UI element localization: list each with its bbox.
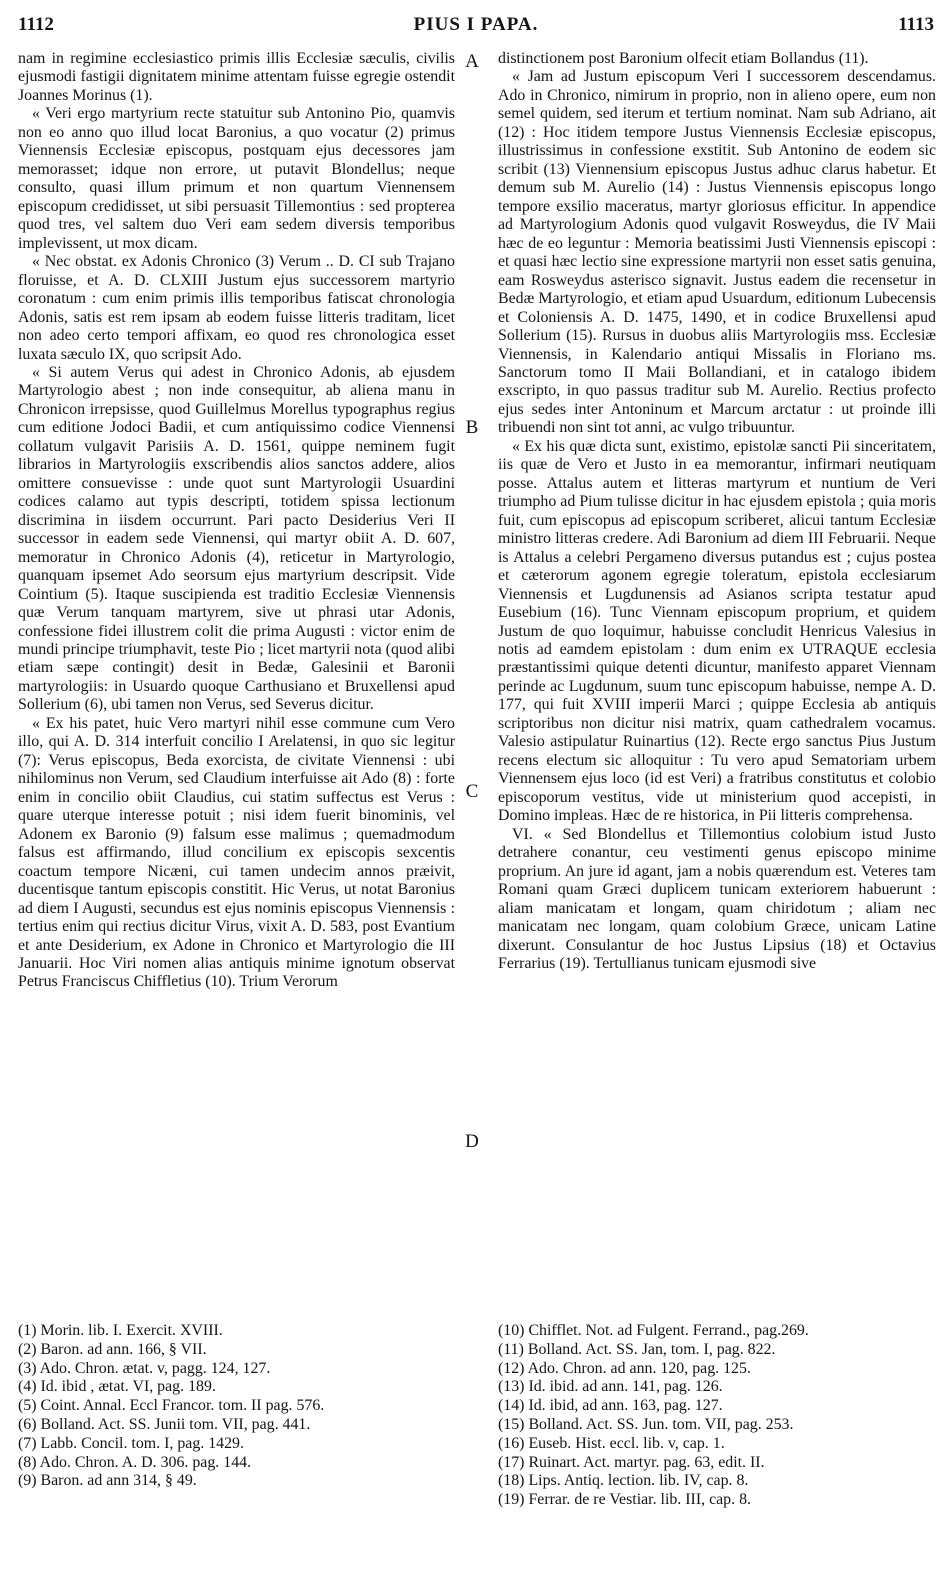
paragraph: « Ex his quæ dicta sunt, existimo, epistolæ sancti Pii sinceritatem, iis quæ de Vero et Justo in ea memorantur, infirmari neutiquam posse. Attalus autem et litteras martyrum et nuntium de Veri triumpho ad Pium tulisse dicitur in hac ejusdem epistola ; quia moris fuit, cum episcopus ad episcopum scriberet, alicui tantum Ecclesiæ ministro litteras credere. Adi Baronium ad diem III Februarii. Neque is Attalus a celebri Pergameno diversus putandus est ; cujus postea et cæterorum agonem egregie toleratum, epistola ecclesiarum Viennensis et Lugdunensis ad Asianos scripta testatur apud Eusebium (16). Tunc Viennam episcopum proprium, et quidem Justum de quo loquimur, habuisse concludit Henricus Valesius in notis ad eamdem epistolam : dum enim ex UTRAQUE ecclesia præstantissimi quique detenti dicuntur, manifesto apparet Viennam perinde ac Lugdunum, suum tunc episcopum habuisse, nempe A. D. 177, qui fuit XVIII imperii Marci ; quippe Ecclesia ab antiquis scriptoribus non dicitur nisi matrix, quam cathedralem vocamus. Valesio astipulatur Ruinartius (12). Recte ergo sanctus Pius Justum recens electum sic alloquitur : Tu vero apud Sematoriam urbem Viennensem ejus loco (id est Veri) a fratribus constitutus et colobio episcoporum vestitus, vide ut ministerium quod accepisti, in Domino impleas. Hæc de re historica, in Pii litteris comprehensa. (498, 437, 936, 825)
paragraph: « Veri ergo martyrium recte statuitur sub Antonino Pio, quamvis non eo anno quo illud locat Baronius, a quo vocatur (2) primus Viennensis Ecclesiæ episcopus, postquam ejus decessores jam memorasset; idque non errore, ut putavit Blondellus; neque consulto, quasi illum primum et non quartum Viennensem episcopum credidisset, ut sibi persuasit Tillemontius : sed propterea quod tres, vel saltem duo Veri eam sedem diversis temporibus implevissent, ut mox dicam. (18, 105, 455, 252)
paragraph: « Ex his patet, huic Vero martyri nihil esse commune cum Vero illo, qui A. D. 314 interfuit concilio I Arelatensi, in quo sic legitur (7): Verus episcopus, Beda exorcista, de civitate Viennensi : ubi nihilominus non Verum, sed Claudium interfuisse ait Ado (8) : forte enim in concilio obiit Claudius, cui statim suffectus est Verus : quare uterque interesse potuit ; nisi idem fuerit binominis, vel Adonem ex Baronio (9) falsum esse malimus ; quemadmodum falsus est affirmando, illud concilium ex episcopis sexcentis coactum tempore Nicæni, cui tamen undecim annos præivit, ducentisque tantum episcopis constitit. Hic Verus, ut notat Baronius ad diem I Augusti, secundus est ejus nominis episcopus Viennensis : tertius enim qui rectius dicitur Virus, vixit A. D. 583, post Evantium et ante Desiderium, ex Adone in Chronico et Martyrologio die III Januarii. Hoc Viri nomen alias antiquis minime ignotum observat Petrus Franciscus Chiffletius (10). Trium Verorum (18, 714, 455, 991)
footnote: (7) Labb. Concil. tom. I, pag. 1429. (18, 1434, 244, 1452)
footnote: (19) Ferrar. de re Vestiar. lib. III, cap. 8. (498, 1491, 751, 1509)
margin-mark-a: A (465, 51, 479, 72)
paragraph: « Si autem Verus qui adest in Chronico Adonis, ab ejusdem Martyrologio abest ; non inde consequitur, ab aliena manu in Chronicon irrepsisse, quod Guillelmus Morellus typographus regius cum editione Jodoci Badii, et cum antiquissimo codice Viennensi collatum vulgavit Parisiis A. D. 1561, quippe neminem fugit librarios in Martyrologiis exscribendis alios sanctos addere, alios omittere consuevisse : unde quot sunt Martyrologii Usuardini codices calamo aut typis descripti, totidem spissa lectionum discrimina in iisdem occurrunt. Pari pacto Desiderius Veri II successor in eadem sede Viennensi, qui martyr obiit A. D. 607, memoratur in Chronico Adonis (4), reticetur in Martyrologio, quanquam ipsemet Ado seorsum ejus martyrium descripsit. Vide Cointium (5). Itaque suscipienda est traditio Ecclesiæ Viennensis quæ Verum tanquam martyrem, sive ut phrasi utar Adonis, confessione fidei illustrem colit die prima Augusti : victor enim de mundi principe triumphavit, teste Pio ; licet martyrii nota (quod alibi etiam sæpe contingit) desit in Bedæ, Galesinii et Baronii martyrologiis: in Usuardo quoque Carthusiano et Bruxellensi apud Sollerium (6), ubi tamen non Verus, sed Severus dicitur. (18, 363, 455, 714)
footnote: (6) Bolland. Act. SS. Junii tom. VII, pag. 441. (18, 1415, 311, 1433)
margin-mark-d: D (465, 1131, 479, 1152)
footnote: (13) Id. ibid. ad ann. 141, pag. 126. (498, 1378, 723, 1396)
footnote: (3) Ado. Chron. ætat. v, pagg. 124, 127. (18, 1359, 271, 1377)
running-title: PIUS I PAPA. (413, 14, 539, 35)
right-column (498, 50, 936, 973)
footnote: (2) Baron. ad ann. 166, § VII. (18, 1340, 207, 1358)
footnote: (12) Ado. Chron. ad ann. 120, pag. 125. (498, 1359, 751, 1377)
footnote: (4) Id. ibid , ætat. VI, pag. 189. (18, 1378, 216, 1396)
footnote: (18) Lips. Antiq. lection. lib. IV, cap. 8. (498, 1472, 749, 1490)
page-header (18, 14, 934, 44)
page-number-left: 1112 (18, 14, 54, 35)
footnote: (10) Chifflet. Not. ad Fulgent. Ferrand., pag.269. (498, 1322, 809, 1339)
footnote: (9) Baron. ad ann 314, § 49. (18, 1472, 197, 1490)
paragraph: nam in regimine ecclesiastico primis illis Ecclesiæ sæculis, civilis ejusmodi fastigii dignitatem minime attentam fuisse egregie ostendit Joannes Morinus (1). (18, 50, 455, 104)
paragraph: « Nec obstat. ex Adonis Chronico (3) Verum .. D. CI sub Trajano floruisse, et A. D. CLXIII Justum ejus successorem martyrio coronatum : cum enim primis illis temporibus fatiscat chronologia Adonis, satis est rem ipsam ab eodem fuisse litteris traditam, licet non adeo certo tempori affixam, eo quod res chronologica esset luxata sæculo IX, quo scripsit Ado. (18, 253, 455, 363)
margin-mark-c: C (465, 781, 479, 802)
footnote: (1) Morin. lib. I. Exercit. XVIII. (18, 1322, 223, 1339)
paragraph: « Jam ad Justum episcopum Veri I successorem descendamus. Ado in Chronico, nimirum in proprio, non in alieno opere, eum non semel quidem, sed iterum et tertium nominat. Nam sub Adriano, ait (12) : Hoc itidem tempore Justus Viennensis Ecclesiæ episcopus, illustrissimus in confessione exstitit. Sub Antonino de eodem sic scribit (13) Viennensium episcopus Justus adhuc clarus habetur. Et demum sub M. Aurelio (14) : Justus Viennensis episcopus longo tempore exsilio maceratus, martyr gloriosus efficitur. In appendice ad Martyrologium Adonis quod vulgavit Rosweydus, die IV Maii hæc de eo leguntur : Memoria beatissimi Justi Viennensis episcopi : et quasi hæc lectio sine expressione martyrii non esset satis genuina, eam Rosweydus asterisco signavit. Justus eadem die recensetur in Bedæ Martyrologio, et etiam apud Usuardum, editionum Lubecensis et Coloniensis A. D. 1475, 1490, et in codice Bruxellensi apud Sollerium (15). Rursus in duobus aliis Martyrologiis mss. Ecclesiæ Viennensis, in Kalendario antiqui Missalis in Floriano ms. Sanctorum tomo II Maii Bollandiani, et in catalogo ibidem exscripto, in quo passus traditur sub M. Aurelio. Rectius profecto ejus sedes inter Antoninum et Marcum arctatur : ut proinde illi tribuendi non sint tot anni, ac vulgo tribuuntur. (498, 68, 936, 437)
paragraph: distinctionem post Baronium olfecit etiam Bollandus (11). (498, 50, 869, 67)
footnote: (15) Bolland. Act. SS. Jun. tom. VII, pag. 253. (498, 1415, 794, 1433)
footnotes-left (18, 1322, 455, 1491)
footnote: (5) Coint. Annal. Eccl Francor. tom. II pag. 576. (18, 1397, 325, 1415)
footnotes-right (498, 1322, 938, 1510)
footnote: (17) Ruinart. Act. martyr. pag. 63, edit. II. (498, 1453, 765, 1471)
paragraph: VI. « Sed Blondellus et Tillemontius colobium istud Justo detrahere conantur, ceu vestimenti genus episcopo minime proprium. An jure id agant, jam a nobis quærendum est. Veteres tam Romani quam Græci duplicem tunicam exteriorem habuerunt : aliam manicatam et longam, quam chiridotum ; aliam nec manicatam nec longam, quam colobium Græce, unicam Latine dixerunt. Consulantur de hoc Justus Lipsius (18) et Octavius Ferrarius (19). Tertullianus tunicam ejusmodi sive (498, 825, 936, 972)
footnote: (16) Euseb. Hist. eccl. lib. v, cap. 1. (498, 1434, 725, 1452)
page-number-right: 1113 (898, 14, 934, 35)
footnote: (14) Id. ibid, ad ann. 163, pag. 127. (498, 1397, 723, 1415)
footnote: (8) Ado. Chron. A. D. 306. pag. 144. (18, 1453, 252, 1471)
left-column (18, 50, 455, 992)
footnote: (11) Bolland. Act. SS. Jan, tom. I, pag. 822. (498, 1340, 776, 1358)
margin-mark-b: B (465, 417, 479, 438)
